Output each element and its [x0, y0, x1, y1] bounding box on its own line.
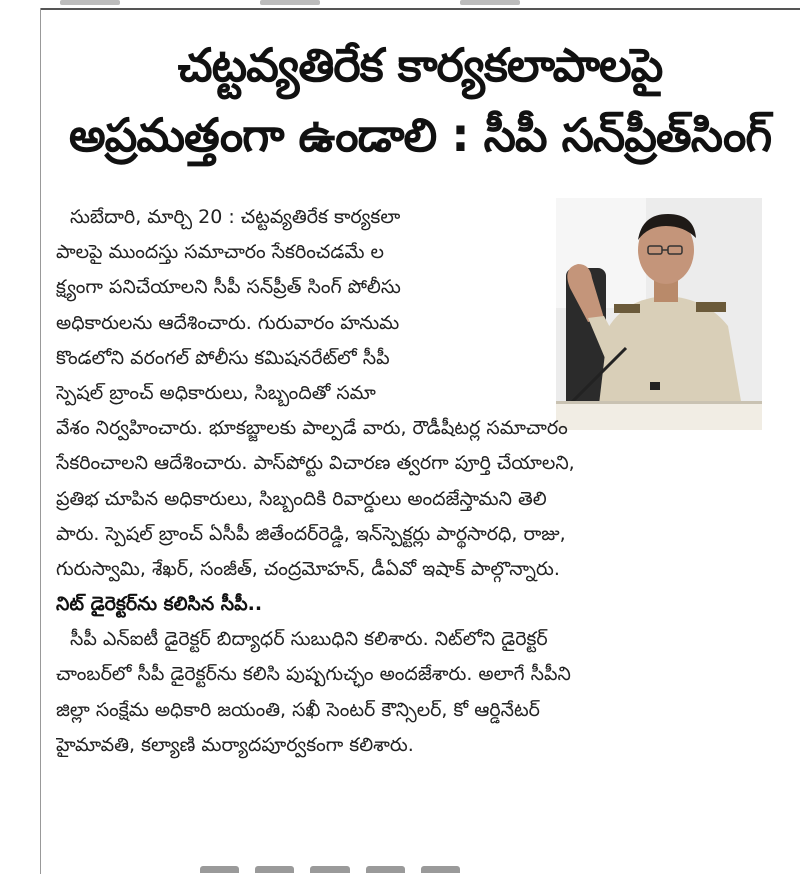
body-line: హైమావతి, కల్యాణి మర్యాదపూర్వకంగా కలిశారు.	[56, 733, 414, 756]
body-line: పారు. స్పెషల్ బ్రాంచ్ ఏసీపీ జితేందర్‌రెడ్డి, ఇన్‌స్పెక్టర్లు పార్థసారధి, రాజు,	[56, 522, 566, 545]
body-line: వేశం నిర్వహించారు. భూకబ్జాలకు పాల్పడే వారు, రౌడీషీటర్ల సమాచారం	[56, 417, 568, 440]
article-body	[56, 200, 764, 763]
subheading: నిట్ డైరెక్టర్‌ను కలిసిన సీపీ..	[56, 593, 263, 616]
body-line: చాంబర్‌లో సీపీ డైరెక్టర్‌ను కలిసి పుష్పగుచ్ఛం అందజేశారు. అలాగే సీపీని	[56, 663, 571, 686]
body-line: సుబేదారి, మార్చి 20 : చట్టవ్యతిరేక కార్యకలా	[70, 206, 401, 228]
bottom-crop-text	[200, 866, 460, 874]
top-rule	[40, 8, 800, 10]
body-line: అధికారులను ఆదేశించారు. గురువారం హనుమ	[56, 311, 400, 334]
body-line: సీపీ ఎన్‌ఐటీ డైరెక్టర్ బిద్యాధర్ సుబుధిని కలిశారు. నిట్‌లోని డైరెక్టర్	[70, 628, 548, 651]
body-line: స్పెషల్ బ్రాంచ్ అధికారులు, సిబ్బందితో సమా	[56, 381, 376, 404]
body-line: సేకరించాలని ఆదేశించారు. పాస్‌పోర్టు విచారణ త్వరగా పూర్తి చేయాలని,	[56, 452, 575, 475]
body-line: కొండలోని వరంగల్ పోలీసు కమిషనరేట్‌లో సీపీ	[56, 346, 390, 369]
headline	[40, 30, 800, 170]
body-line: క్ష్యంగా పనిచేయాలని సీపీ సన్‌ప్రీత్ సింగ్ పోలీసు	[56, 276, 401, 299]
body-line: జిల్లా సంక్షేమ అధికారి జయంతి, సఖీ సెంటర్ కౌన్సిలర్, కో ఆర్డినేటర్	[56, 698, 540, 721]
body-line: పాలపై ముందస్తు సమాచారం సేకరించడమే ల	[56, 241, 384, 264]
headline-line-1: చట్టవ్యతిరేక కార్యకలాపాలపై	[177, 38, 663, 92]
top-crop-text	[60, 0, 760, 6]
headline-line-2: అప్రమత్తంగా ఉండాలి : సీపీ సన్‌ప్రీత్‌సింగ్	[68, 108, 772, 162]
body-line: ప్రతిభ చూపిన అధికారులు, సిబ్బందికి రివార్డులు అందజేస్తామని తెలి	[56, 487, 547, 510]
body-line: గురుస్వామి, శేఖర్, సంజీత్, చంద్రమోహన్, డీఏవో ఇషాక్ పాల్గొన్నారు.	[56, 557, 560, 580]
